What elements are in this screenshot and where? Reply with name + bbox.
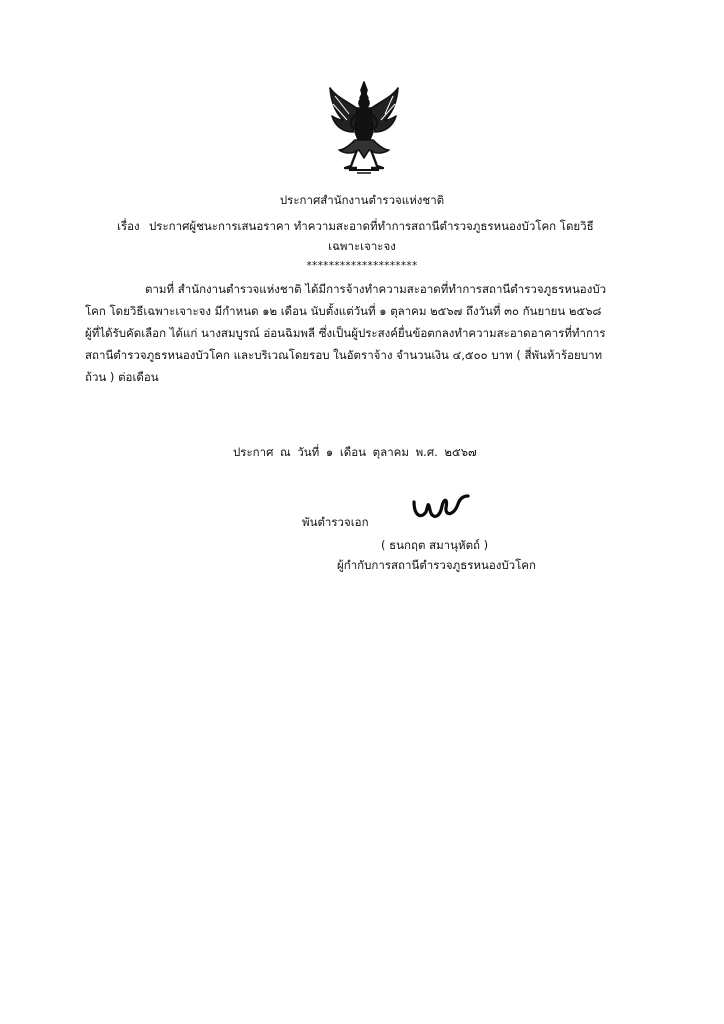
signatory-name: ( ธนกฤต สมานุหัตถ์ ) <box>381 538 489 552</box>
handwritten-signature <box>410 492 480 528</box>
garuda-emblem-icon <box>327 80 401 176</box>
separator: ******************** <box>306 260 418 272</box>
signatory-rank: พันตำรวจเอก <box>302 515 369 529</box>
announcement-date: ประกาศ ณ วันที่ ๑ เดือน ตุลาคม พ.ศ. ๒๕๖๗ <box>233 445 477 459</box>
body-line: สถานีตำรวจภูธรหนองบัวโคก และบริเวณโดยรอบ ในอัตราจ้าง จำนวนเงิน ๔,๕๐๐ บาท ( สี่พันห้าร้อยบาท <box>85 348 603 362</box>
subject-text: ประกาศผู้ชนะการเสนอราคา ทำความสะอาดที่ทำการสถานีตำรวจภูธรหนองบัวโคก โดยวิธี <box>149 219 594 233</box>
body-line: ผู้ที่ได้รับคัดเลือก ได้แก่ นางสมบูรณ์ อ่อนฉิมพลี ซึ่งเป็นผู้ประสงค์ยื่นข้อตกลงทำความสะอาดอาคารที่ทำการ <box>85 326 606 340</box>
body-line: ตามที่ สำนักงานตำรวจแห่งชาติ ได้มีการจ้างทำความสะอาดที่ทำการสถานีตำรวจภูธรหนองบัว <box>145 282 607 296</box>
body-line: โคก โดยวิธีเฉพาะเจาะจง มีกำหนด ๑๒ เดือน นับตั้งแต่วันที่ ๑ ตุลาคม ๒๕๖๗ ถึงวันที่ ๓๐ กันยายน ๒๕๖๘ <box>85 304 602 318</box>
body-paragraph <box>85 278 646 388</box>
signatory-position: ผู้กำกับการสถานีตำรวจภูธรหนองบัวโคก <box>337 558 536 572</box>
subject-continuation: เฉพาะเจาะจง <box>328 239 396 253</box>
subject-label: เรื่อง <box>117 219 140 233</box>
body-line: ถ้วน ) ต่อเดือน <box>85 370 159 384</box>
announcement-title: ประกาศสำนักงานตำรวจแห่งชาติ <box>279 193 445 207</box>
